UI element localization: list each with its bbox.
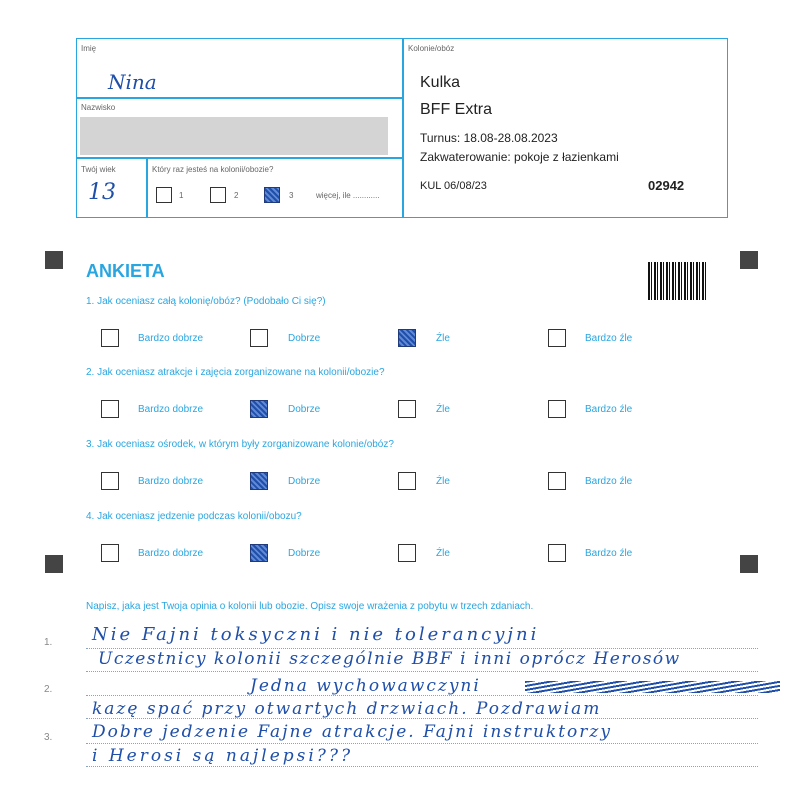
- scribbled-out-text: [525, 681, 780, 693]
- q3-option-bardzo-zle-checkbox[interactable]: [548, 472, 566, 490]
- registration-marker-bottom-left: [45, 555, 63, 573]
- q2-option-bardzo-dobrze-checkbox[interactable]: [101, 400, 119, 418]
- q2-option-zle-label: Źle: [436, 404, 450, 415]
- camp-program: BFF Extra: [420, 101, 493, 118]
- opinion-prompt: Napisz, jaka jest Twoja opinia o kolonii lub obozie. Opisz swoje wrażenia z pobytu w trzech zdaniach.: [86, 601, 534, 612]
- q4-option-zle-checkbox[interactable]: [398, 544, 416, 562]
- q4-option-bardzo-dobrze-checkbox[interactable]: [101, 544, 119, 562]
- registration-marker-top-right: [740, 251, 758, 269]
- times-option-3: 3: [289, 191, 294, 200]
- camp-name: Kulka: [420, 74, 461, 91]
- handwritten-line-3[interactable]: Jedna wychowawczyni: [250, 676, 481, 696]
- q2-option-dobrze-checkbox[interactable]: [250, 400, 268, 418]
- q4-option-bardzo-dobrze-label: Bardzo dobrze: [138, 548, 204, 559]
- q3-option-bardzo-dobrze-checkbox[interactable]: [101, 472, 119, 490]
- camp-code: KUL 06/08/23: [420, 180, 487, 192]
- times-option-1: 1: [179, 191, 184, 200]
- name-value[interactable]: Nina: [108, 70, 157, 94]
- q1-option-bardzo-dobrze-label: Bardzo dobrze: [138, 333, 204, 344]
- times-checkbox-3[interactable]: [264, 187, 280, 203]
- accommodation: Zakwaterowanie: pokoje z łazienkami: [420, 150, 619, 164]
- opinion-line-number-3: 3.: [44, 732, 53, 743]
- times-option-2: 2: [234, 191, 239, 200]
- writing-line: [86, 766, 758, 767]
- name-label: Imię: [81, 44, 97, 53]
- q1-option-bardzo-zle-label: Bardzo źle: [585, 333, 633, 344]
- writing-line: [86, 671, 758, 672]
- registration-marker-top-left: [45, 251, 63, 269]
- age-value[interactable]: 13: [88, 180, 116, 205]
- writing-line: [86, 743, 758, 744]
- times-question: Który raz jesteś na kolonii/obozie?: [152, 165, 274, 174]
- q1-option-bardzo-zle-checkbox[interactable]: [548, 329, 566, 347]
- question-3-text: 3. Jak oceniasz ośrodek, w którym były zorganizowane kolonie/obóz?: [86, 439, 394, 450]
- handwritten-line-2[interactable]: Uczestnicy kolonii szczególnie BBF i inni oprócz Herosów: [98, 649, 681, 669]
- question-4-text: 4. Jak oceniasz jedzenie podczas kolonii/obozu?: [86, 511, 302, 522]
- opinion-line-number-2: 2.: [44, 684, 53, 695]
- q1-option-zle-label: Źle: [436, 333, 450, 344]
- q4-option-bardzo-zle-label: Bardzo źle: [585, 548, 633, 559]
- q2-option-bardzo-zle-checkbox[interactable]: [548, 400, 566, 418]
- q1-option-dobrze-label: Dobrze: [288, 333, 321, 344]
- handwritten-line-4[interactable]: kazę spać przy otwartych drzwiach. Pozdrawiam: [92, 699, 602, 719]
- question-1-text: 1. Jak oceniasz całą kolonię/obóz? (Podobało Ci się?): [86, 296, 326, 307]
- header-divider-vertical: [402, 38, 404, 218]
- form-number: 02942: [648, 178, 685, 193]
- times-checkbox-2[interactable]: [210, 187, 226, 203]
- surname-label: Nazwisko: [81, 103, 116, 112]
- q4-option-dobrze-label: Dobrze: [288, 548, 321, 559]
- q3-option-zle-checkbox[interactable]: [398, 472, 416, 490]
- q2-option-zle-checkbox[interactable]: [398, 400, 416, 418]
- header-divider-age: [146, 157, 148, 218]
- surname-redacted: [80, 117, 388, 155]
- camp-label: Kolonie/obóz: [408, 44, 455, 53]
- q2-option-bardzo-zle-label: Bardzo źle: [585, 404, 633, 415]
- q1-option-dobrze-checkbox[interactable]: [250, 329, 268, 347]
- q4-option-bardzo-zle-checkbox[interactable]: [548, 544, 566, 562]
- q3-option-zle-label: Źle: [436, 476, 450, 487]
- handwritten-line-6[interactable]: i Herosi są najlepsi???: [92, 746, 354, 766]
- handwritten-line-1[interactable]: Nie Fajni toksyczni i nie tolerancyjni: [92, 624, 540, 645]
- handwritten-line-5[interactable]: Dobre jedzenie Fajne atrakcje. Fajni instruktorzy: [92, 722, 612, 742]
- barcode: [648, 262, 706, 300]
- q3-option-bardzo-zle-label: Bardzo źle: [585, 476, 633, 487]
- registration-marker-bottom-right: [740, 555, 758, 573]
- q3-option-dobrze-checkbox[interactable]: [250, 472, 268, 490]
- times-checkbox-1[interactable]: [156, 187, 172, 203]
- q2-option-dobrze-label: Dobrze: [288, 404, 321, 415]
- question-2-text: 2. Jak oceniasz atrakcje i zajęcia zorganizowane na kolonii/obozie?: [86, 367, 385, 378]
- q2-option-bardzo-dobrze-label: Bardzo dobrze: [138, 404, 204, 415]
- q1-option-bardzo-dobrze-checkbox[interactable]: [101, 329, 119, 347]
- q4-option-dobrze-checkbox[interactable]: [250, 544, 268, 562]
- q3-option-dobrze-label: Dobrze: [288, 476, 321, 487]
- q4-option-zle-label: Źle: [436, 548, 450, 559]
- times-option-more: więcej, ile ............: [316, 191, 380, 200]
- q1-option-zle-checkbox[interactable]: [398, 329, 416, 347]
- header-divider-name: [76, 97, 402, 99]
- age-label: Twój wiek: [81, 165, 116, 174]
- turnus: Turnus: 18.08-28.08.2023: [420, 131, 558, 145]
- opinion-line-number-1: 1.: [44, 637, 53, 648]
- header-divider-surname: [76, 157, 402, 159]
- survey-title: ANKIETA: [86, 261, 165, 281]
- q3-option-bardzo-dobrze-label: Bardzo dobrze: [138, 476, 204, 487]
